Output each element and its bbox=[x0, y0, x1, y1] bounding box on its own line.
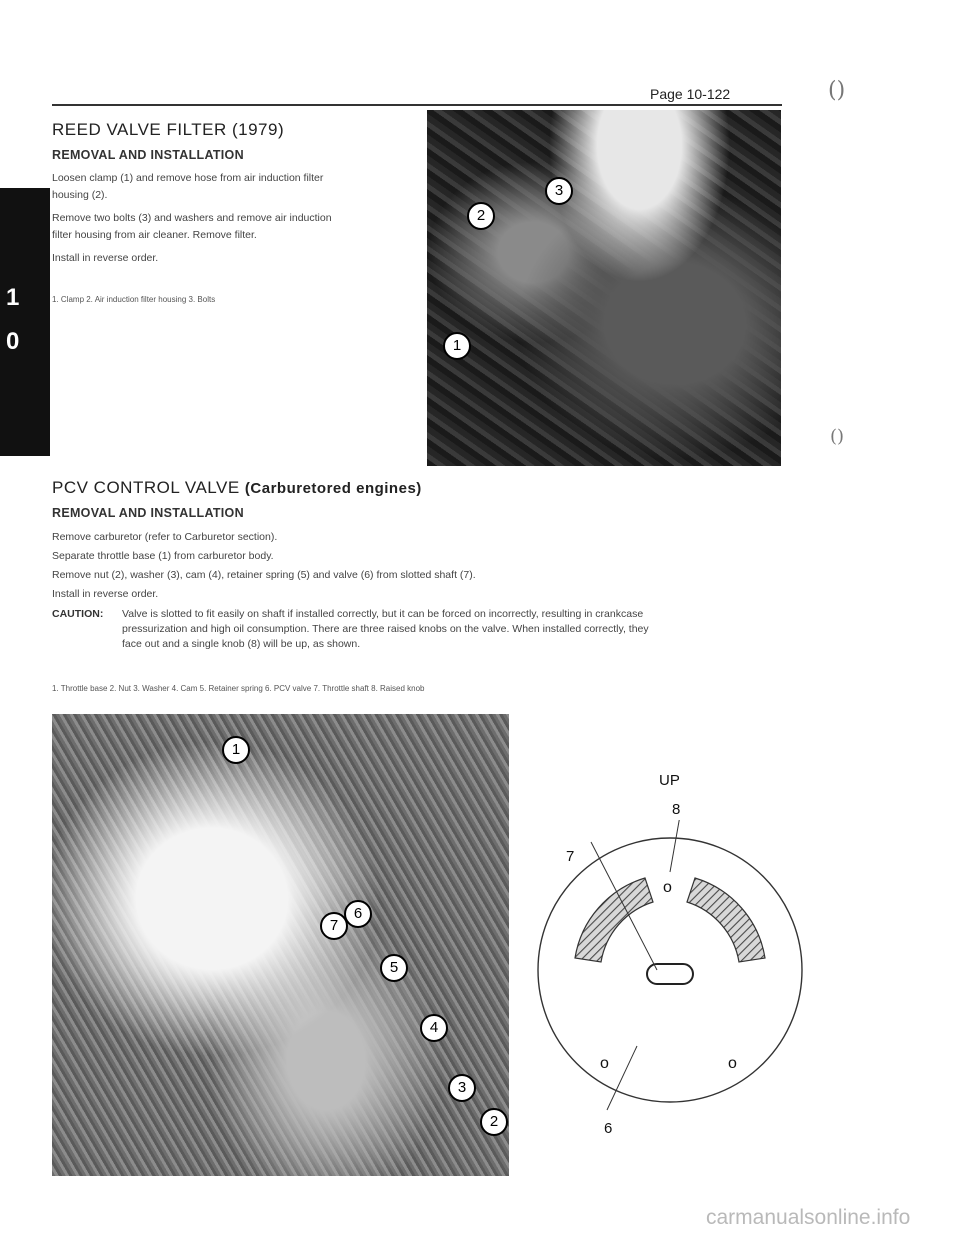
pcv-caption: 1. Throttle base 2. Nut 3. Washer 4. Cam 5. Retainer spring 6. PCV valve 7. Throttle shaft 8. Raised knob bbox=[52, 684, 425, 693]
pcv-title bbox=[52, 478, 422, 498]
reed-valve-title: REED VALVE FILTER (1979) bbox=[52, 120, 285, 139]
reed-valve-instructions bbox=[52, 170, 422, 267]
header-rule bbox=[52, 104, 782, 106]
hole-punch-mark-middle: () bbox=[830, 426, 845, 447]
pcv-step-3: Remove nut (2), washer (3), cam (4), retainer spring (5) and valve (6) from slotted shaft (7). bbox=[52, 569, 476, 581]
caution-line-1: Valve is slotted to fit easily on shaft if installed correctly, but it can be forced on incorrectly, resulting in crankcase bbox=[122, 608, 644, 620]
valve-outline bbox=[538, 838, 802, 1102]
pcv-exploded-photo bbox=[52, 714, 509, 1176]
pcv-step-1: Remove carburetor (refer to Carburetor section). bbox=[52, 531, 278, 543]
air-filter-photo bbox=[427, 110, 781, 466]
leader-line-8 bbox=[670, 820, 681, 872]
diagram-label-6: 6 bbox=[604, 1120, 613, 1137]
reed-valve-line-1: Loosen clamp (1) and remove hose from air induction filter bbox=[52, 172, 324, 184]
caution-label: CAUTION: bbox=[52, 608, 104, 620]
leader-line-6 bbox=[607, 1046, 637, 1110]
diagram-label-7: 7 bbox=[566, 848, 575, 865]
callout-6: 6 bbox=[344, 900, 372, 928]
callout-3: 3 bbox=[545, 177, 573, 205]
callout-4: 4 bbox=[420, 1014, 448, 1042]
caution-line-2: pressurization and high oil consumption. There are three raised knobs on the valve. When installed correctly, they bbox=[122, 623, 649, 635]
callout-3: 3 bbox=[448, 1074, 476, 1102]
callout-5: 5 bbox=[380, 954, 408, 982]
reed-valve-subtitle: REMOVAL AND INSTALLATION bbox=[52, 148, 244, 162]
reed-valve-line-5: Install in reverse order. bbox=[52, 252, 159, 264]
section-tab-digit-1: 1 bbox=[6, 284, 20, 311]
pcv-step-2: Separate throttle base (1) from carburetor body. bbox=[52, 550, 274, 562]
page-number: Page 10-122 bbox=[650, 86, 731, 102]
reed-valve-caption: 1. Clamp 2. Air induction filter housing 3. Bolts bbox=[52, 295, 216, 304]
caution-line-3: face out and a single knob (8) will be up, as shown. bbox=[122, 638, 361, 650]
center-slot bbox=[647, 964, 693, 984]
section-tab-digit-2: 0 bbox=[6, 328, 20, 355]
raised-knob-top: o bbox=[663, 879, 672, 896]
pcv-title-main: PCV CONTROL VALVE bbox=[52, 478, 240, 497]
reed-valve-line-2: housing (2). bbox=[52, 189, 108, 201]
callout-2: 2 bbox=[467, 202, 495, 230]
pcv-steps bbox=[52, 528, 832, 604]
callout-1: 1 bbox=[443, 332, 471, 360]
right-hatched-segment bbox=[687, 878, 765, 962]
callout-7: 7 bbox=[320, 912, 348, 940]
pcv-caution bbox=[52, 607, 832, 652]
pcv-valve-diagram bbox=[525, 820, 815, 1120]
left-hatched-segment bbox=[575, 878, 653, 962]
hole-punch-mark-top: () bbox=[828, 78, 846, 103]
pcv-title-paren: (Carburetored engines) bbox=[244, 480, 422, 497]
raised-knob-left: o bbox=[600, 1055, 609, 1072]
diagram-label-8: 8 bbox=[672, 801, 681, 818]
pcv-step-4: Install in reverse order. bbox=[52, 588, 159, 600]
watermark: carmanualsonline.info bbox=[706, 1206, 911, 1229]
raised-knob-right: o bbox=[728, 1055, 737, 1072]
pcv-subtitle: REMOVAL AND INSTALLATION bbox=[52, 506, 244, 520]
reed-valve-line-4: filter housing from air cleaner. Remove filter. bbox=[52, 229, 257, 241]
callout-2: 2 bbox=[480, 1108, 508, 1136]
diagram-up-label: UP bbox=[659, 772, 680, 789]
reed-valve-line-3: Remove two bolts (3) and washers and remove air induction bbox=[52, 212, 332, 224]
callout-1: 1 bbox=[222, 736, 250, 764]
section-tab bbox=[0, 188, 50, 456]
